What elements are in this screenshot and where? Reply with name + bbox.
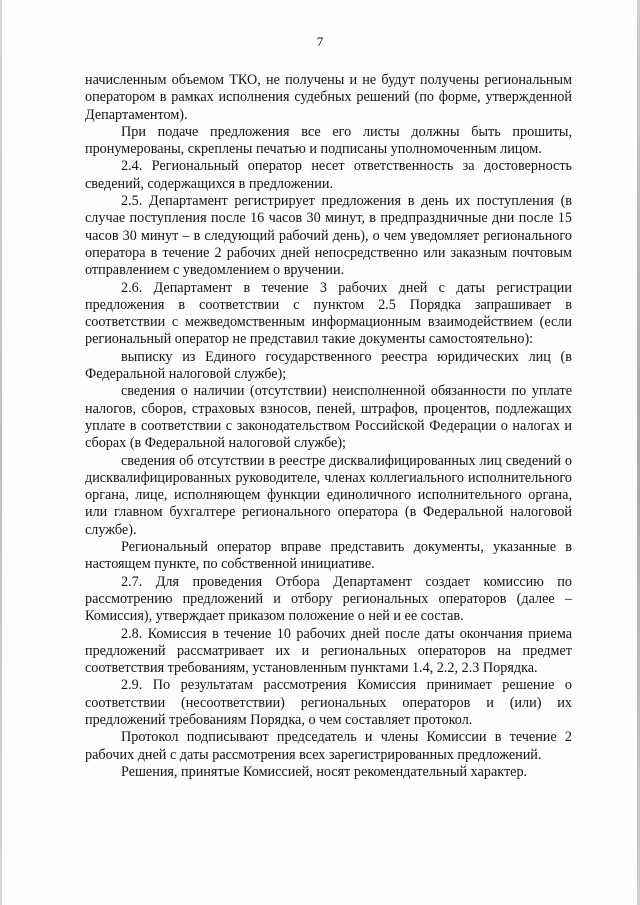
- paragraph-disqualified-registry: сведения об отсутствии в реестре дисквалифицированных лиц сведений о дисквалифицированных руководителе, членах коллегиального исполнительного органа, лице, исполняющем функции единоличного исполнительного органа, или главном бухгалтере регионального оператора (в Федеральной налоговой службе).: [85, 452, 572, 538]
- scan-edge-left: [0, 0, 2, 905]
- paragraph-2-9: 2.9. По результатам рассмотрения Комиссия принимает решение о соответствии (несоответствии) региональных операторов и (или) их предложений требованиям Порядка, о чем составляет протокол.: [85, 677, 572, 728]
- paragraph-submission-requirements: При подаче предложения все его листы должны быть прошиты, пронумерованы, скреплены печатью и подписаны уполномоченным лицом.: [85, 123, 572, 158]
- paragraph-2-7: 2.7. Для проведения Отбора Департамент создает комиссию по рассмотрению предложений и отбору региональных операторов (далее – Комиссия), утверждает приказом положение о ней и ее состав.: [85, 573, 572, 625]
- paragraph-2-5: 2.5. Департамент регистрирует предложения в день их поступления (в случае поступления после 16 часов 30 минут, в предпраздничные дни после 15 часов 30 минут – в следующий рабочий день), о чем уведомляет регионального оператора в течение 2 рабочих дней непосредственно или заказным почтовым отправлением с уведомлением о вручении.: [85, 193, 572, 279]
- paragraph-2-8: 2.8. Комиссия в течение 10 рабочих дней после даты окончания приема предложений рассматривает их и региональных операторов на предмет соответствия требованиям, установленным пунктами 1.4, 2.2, 2.3 Порядка.: [85, 625, 572, 677]
- paragraph-continuation: начисленным объемом ТКО, не получены и не будут получены региональным оператором в рамках исполнения судебных решений (по форме, утвержденной Департаментом).: [85, 72, 572, 123]
- paragraph-2-6: 2.6. Департамент в течение 3 рабочих дней с даты регистрации предложения в соответствии с пунктом 2.5 Порядка запрашивает в соответствии с межведомственным информационным взаимодействием (если региональный оператор не представил такие документы самостоятельно):: [85, 279, 572, 348]
- page-number: 7: [316, 34, 324, 49]
- paragraph-egrul-extract: выписку из Единого государственного реестра юридических лиц (в Федеральной налоговой службе);: [85, 348, 572, 383]
- paragraph-decisions-advisory: Решения, принятые Комиссией, носят рекомендательный характер.: [121, 763, 528, 780]
- paragraph-2-4: 2.4. Региональный оператор несет ответственность за достоверность сведений, содержащихся в предложении.: [85, 158, 572, 192]
- paragraph-own-initiative: Региональный оператор вправе представить документы, указанные в настоящем пункте, по собственной инициативе.: [85, 539, 572, 573]
- document-body: [85, 72, 572, 781]
- paragraph-tax-obligations: сведения о наличии (отсутствии) неисполненной обязанности по уплате налогов, сборов, страховых взносов, пеней, штрафов, процентов, подлежащих уплате в соответствии с законодательством Российской Федерации о налогах и сборах (в Федеральной налоговой службе);: [85, 383, 572, 452]
- paragraph-protocol-signing: Протокол подписывают председатель и члены Комиссии в течение 2 рабочих дней с даты рассмотрения всех зарегистрированных предложений.: [85, 729, 572, 763]
